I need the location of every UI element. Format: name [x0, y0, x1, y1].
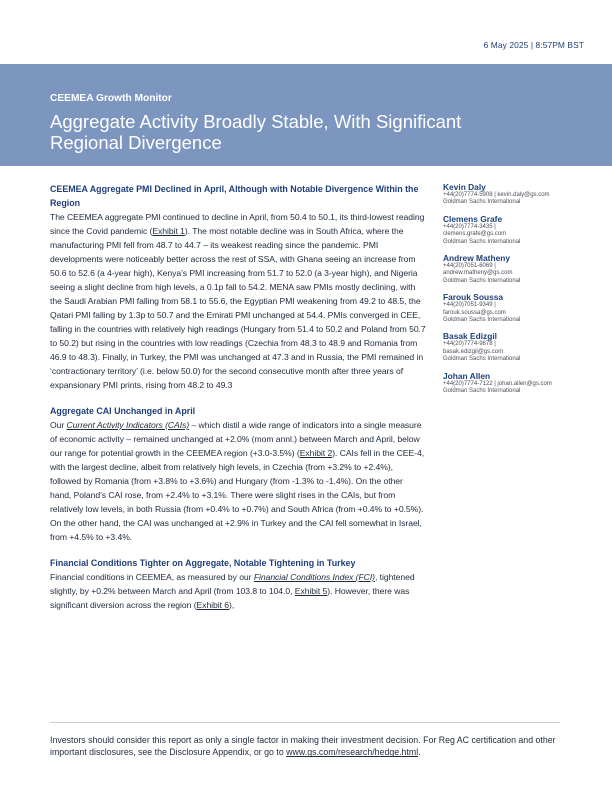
author-firm: Goldman Sachs International	[443, 317, 521, 324]
author-name: Basak Edizgil	[443, 331, 497, 342]
paragraph-text: ). CAIs fell in the CEE-4, with the largest decline, albeit from relatively high levels, in Czechia (from +3.2% to +2.4%), followed by Romania (from +3.8% to +3.6%) and Hungary (from -1.3% to -1.4%). On the other hand, Poland’s CAI rose, from +2.4% to +3.1%. There were slight rises in the CAIs, but from relatively low levels, in both Russia (from +0.4% to +0.7%) and South Africa (from +0.4% to +0.5%). On the other hand, the CAI was unchanged at +2.9% in Turkey and the CAI fell somewhat in Israel, from +4.5% to +3.4%.	[50, 448, 425, 542]
author-email[interactable]: basak.edizgil@gs.com	[443, 348, 504, 355]
exhibit-5-link[interactable]: Exhibit 5	[294, 586, 328, 596]
author-firm: Goldman Sachs International	[443, 238, 521, 245]
author-name: Johan Allen	[443, 370, 491, 381]
cai-link[interactable]: Current Activity Indicators (CAIs)	[66, 420, 190, 430]
section-pmi	[50, 182, 426, 392]
section-heading: CEEMEA Aggregate PMI Declined in April, Although with Notable Divergence Within the Region	[50, 184, 419, 208]
paragraph-text: , tightened slightly, by +0.2% between March and April (from 103.8 to 104.0,	[50, 572, 415, 596]
author-contact[interactable]: +44(20)7051-6069 |	[443, 263, 496, 270]
author-firm: Goldman Sachs International	[443, 388, 521, 395]
disclosure-note	[50, 734, 570, 759]
disclosure-end: .	[418, 747, 421, 758]
paragraph-text: The CEEMEA aggregate PMI continued to decline in April, from 50.4 to 50.1, its third-lowest reading since the Covid pandemic (	[50, 212, 425, 236]
report-dateline: 6 May 2025 | 8:57PM BST	[483, 40, 584, 50]
author-card	[443, 371, 593, 396]
section-paragraph	[50, 418, 426, 544]
author-card	[443, 292, 593, 324]
author-firm: Goldman Sachs International	[443, 356, 521, 363]
author-email[interactable]: farouk.soussa@gs.com	[443, 309, 506, 316]
paragraph-text: – which distil a wide range of indicators into a single measure of economic activity – remained unchanged at +2.0% (mom annl.) between March and April, below our range for potential growth in the CEEMEA region (+3.0-3.5%) (	[50, 420, 422, 458]
author-contact[interactable]: +44(20)7774-7122 | johan.allen@gs.com	[443, 380, 552, 387]
exhibit-2-link[interactable]: Exhibit 2	[299, 448, 333, 458]
fci-link[interactable]: Financial Conditions Index (FCI)	[253, 572, 375, 582]
section-fci	[50, 556, 426, 612]
author-name: Farouk Soussa	[443, 292, 504, 303]
report-title-line-1: Aggregate Activity Broadly Stable, With Significant	[50, 111, 462, 132]
series-name: CEEMEA Growth Monitor	[50, 93, 172, 104]
title-banner	[0, 64, 612, 166]
paragraph-text: Financial conditions in CEEMEA, as measured by our	[50, 572, 254, 582]
section-paragraph	[50, 570, 426, 612]
author-contact[interactable]: +44(20)7774-9878 |	[443, 341, 496, 348]
author-firm: Goldman Sachs International	[443, 199, 521, 206]
paragraph-text: ). However, there was significant diversion across the region (	[50, 586, 410, 610]
author-email[interactable]: andrew.matheny@gs.com	[443, 270, 513, 277]
section-cai	[50, 404, 426, 544]
exhibit-6-link[interactable]: Exhibit 6	[196, 600, 230, 610]
author-card	[443, 182, 593, 207]
author-name: Kevin Daly	[443, 182, 486, 192]
section-heading: Financial Conditions Tighter on Aggregate, Notable Tightening in Turkey	[50, 558, 356, 568]
disclosure-link[interactable]: www.gs.com/research/hedge.html	[286, 747, 419, 758]
author-list	[443, 182, 593, 403]
author-name: Clemens Grafe	[443, 213, 503, 224]
paragraph-text: ). The most notable decline was in South Africa, where the manufacturing PMI fell from 48.7 to 44.7 – its weakest reading since the pandemic. PMI developments were noticeably better across the rest of SSA, with Ghana seeing an increase from 50.6 to 52.6 (a 4-year high), Kenya’s PMI increasing from 51.7 to 52.0 (a 3-year high), and Nigeria seeing a slight decline from high levels, a 0.1p fall to 54.2. MENA saw PMIs mostly declining, with the Saudi Arabian PMI falling from 58.1 to 55.6, the Egyptian PMI weakening from 49.2 to 48.5, the Qatari PMI falling by 1.3p to 50.7 and the Emirati PMI unchanged at 54.4. PMIs converged in CEE, falling in the countries with relatively high readings (Hungary from 51.4 to 50.2 and Poland from 50.7 to 50.2) but rising in the countries with low readings (Czechia from 48.3 to 48.9 and Romania from 46.9 to 48.3). Finally, in Turkey, the PMI was unchanged at 47.3 and in Russia, the PMI remained in ‘contractionary territory’ (i.e. below 50.0) for the second consecutive month after three years of expansionary PMI prints, rising from 48.2 to 49.3	[50, 226, 426, 390]
author-card	[443, 331, 593, 363]
exhibit-1-link[interactable]: Exhibit 1	[152, 226, 185, 236]
author-contact[interactable]: +44(20)7774-3435 |	[443, 223, 496, 230]
paragraph-text: ),	[229, 600, 235, 610]
report-title	[50, 112, 520, 153]
footer-divider	[50, 722, 560, 723]
author-card	[443, 253, 593, 285]
report-body	[50, 182, 426, 624]
report-title-line-2: Regional Divergence	[50, 131, 222, 153]
section-paragraph	[50, 210, 426, 392]
section-heading: Aggregate CAI Unchanged in April	[50, 406, 196, 416]
author-contact[interactable]: +44(20)7774-5908 | kevin.daly@gs.com	[443, 192, 550, 198]
author-contact[interactable]: +44(20)7051-9349 |	[443, 302, 496, 309]
author-email[interactable]: clemens.grafe@gs.com	[443, 231, 507, 238]
disclosure-text: Investors should consider this report as only a single factor in making their investment decision. For Reg AC certification and other important disclosures, see the Disclosure Appendix, or go to	[50, 735, 556, 758]
author-firm: Goldman Sachs International	[443, 277, 521, 284]
paragraph-text: Our	[50, 420, 67, 430]
author-name: Andrew Matheny	[443, 253, 511, 264]
author-card	[443, 214, 593, 246]
